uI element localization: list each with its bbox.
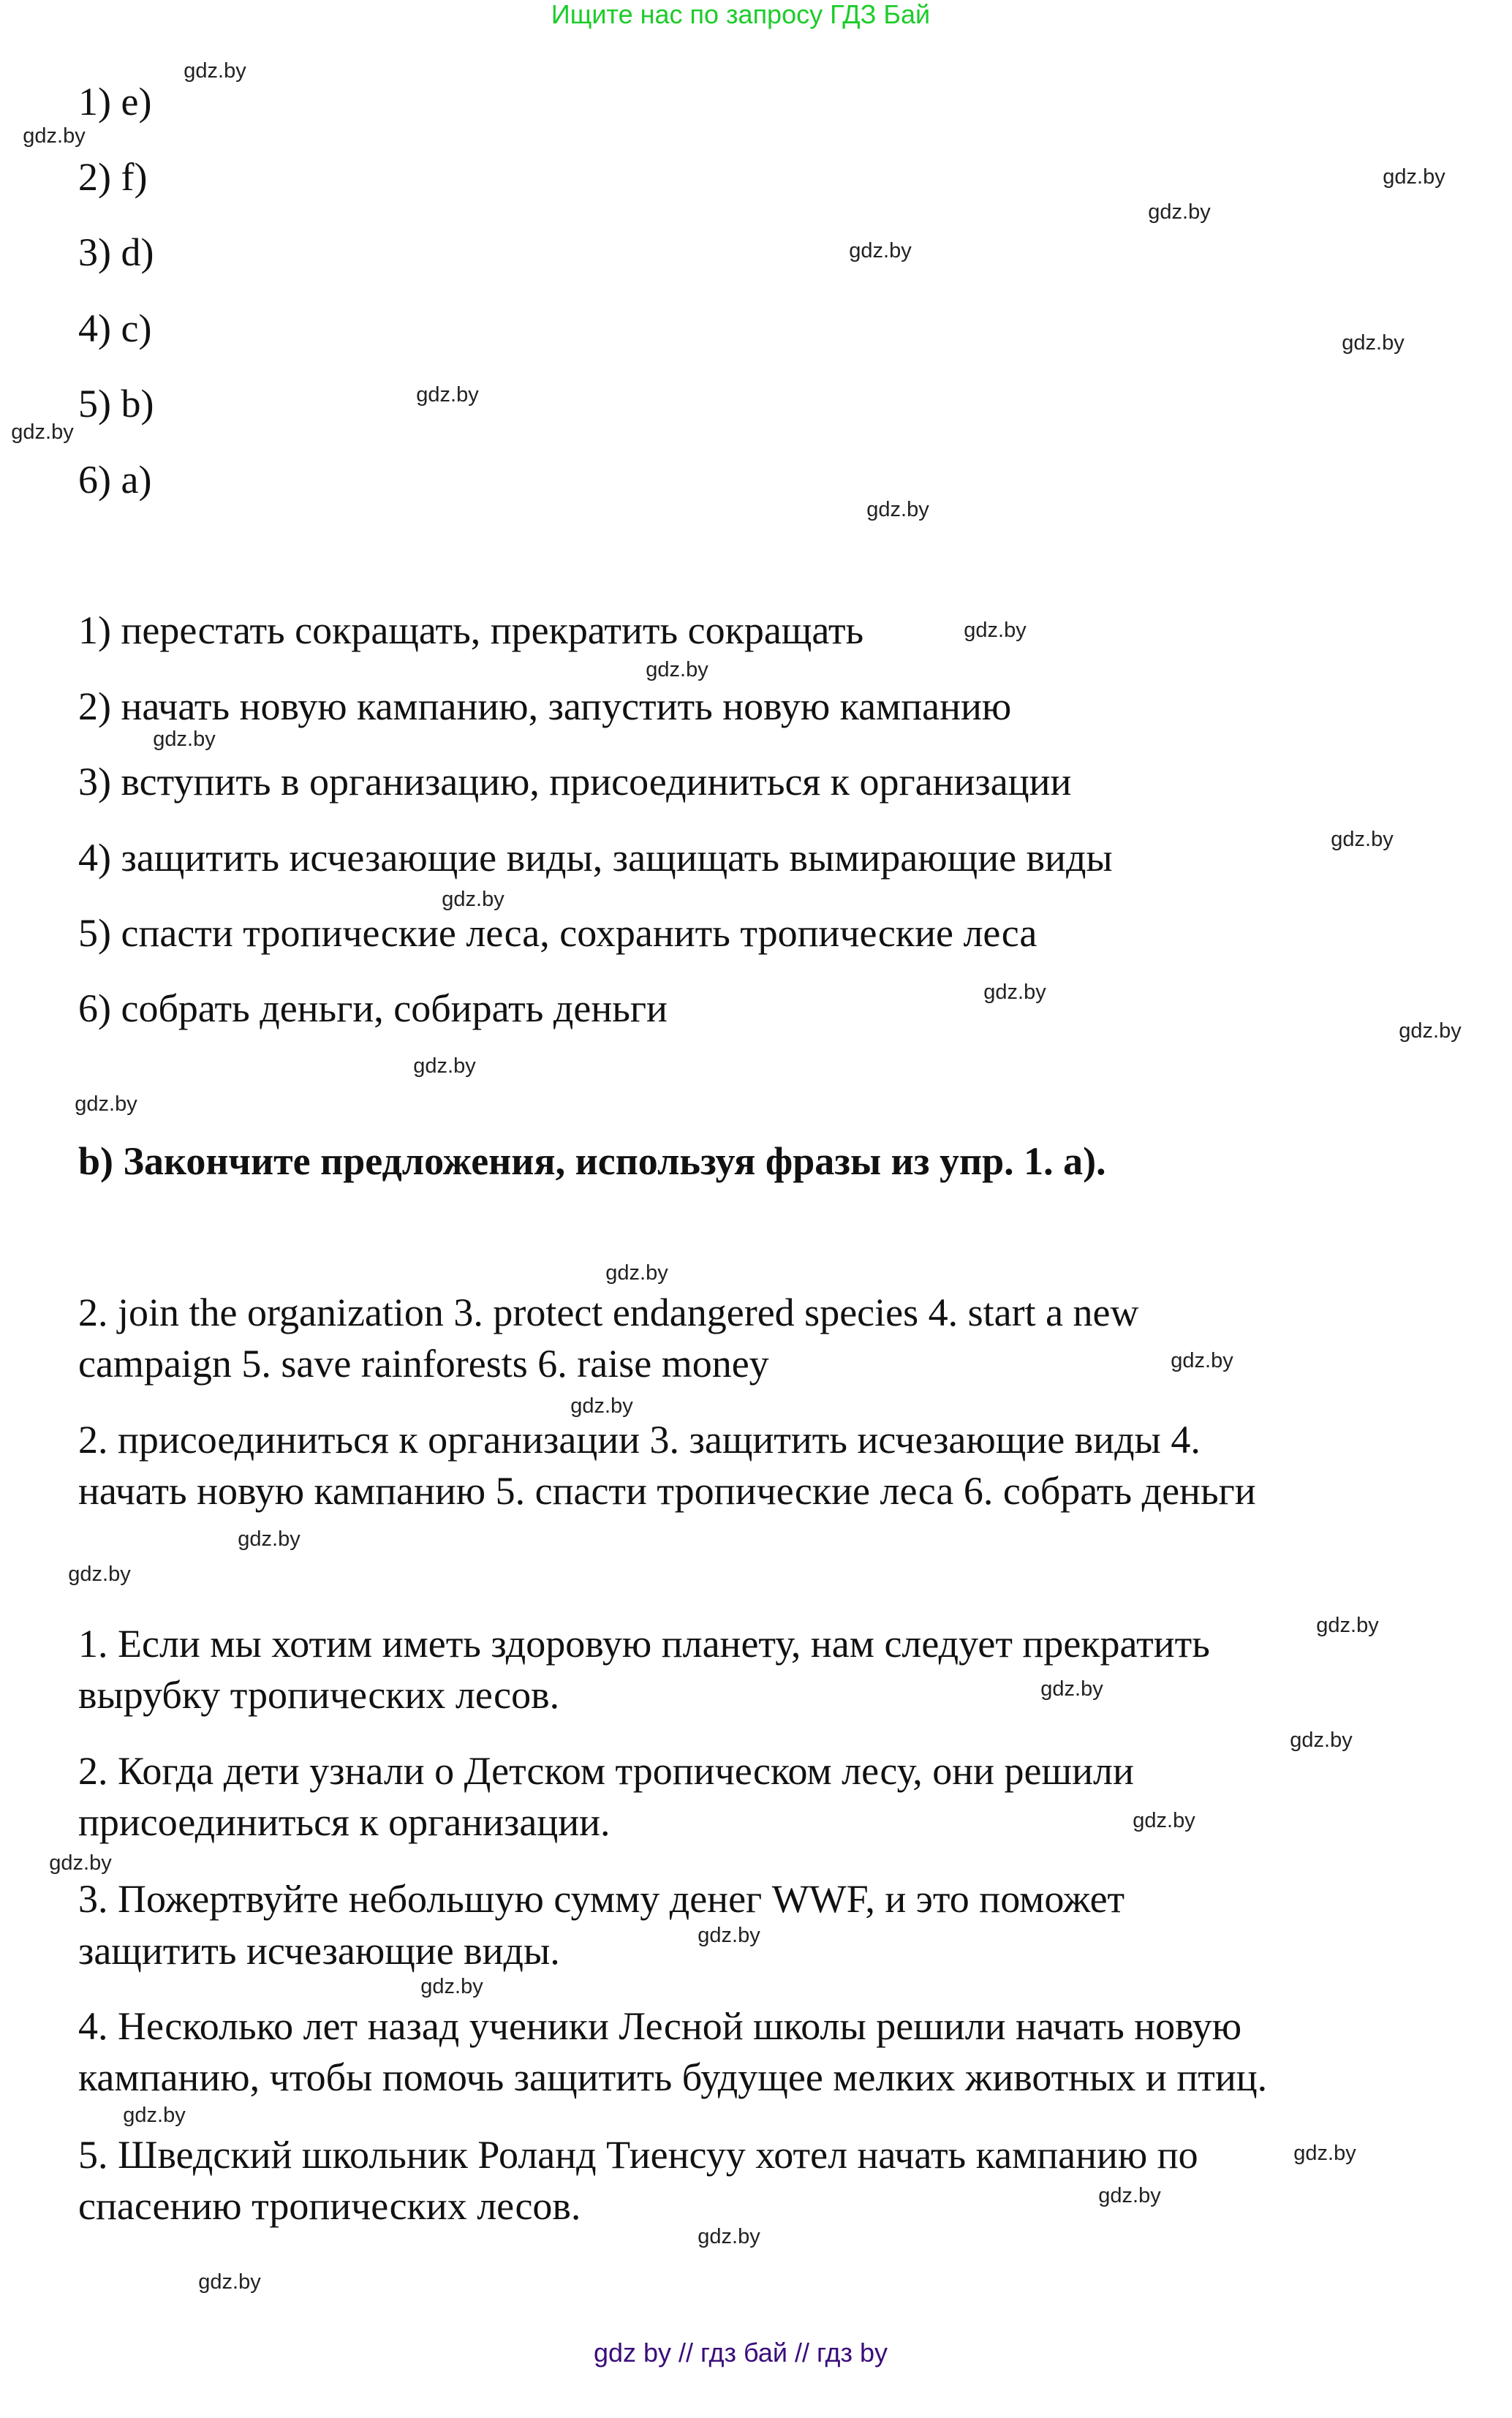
watermark: gdz.by [1098, 2184, 1161, 2207]
watermark: gdz.by [153, 728, 216, 751]
watermark: gdz.by [1290, 1729, 1353, 1752]
search-banner: Ищите нас по запросу ГДЗ Бай [551, 0, 931, 29]
task-heading: b) Закончите предложения, используя фразы из упр. 1. а). [78, 1139, 1106, 1183]
translation-item: 3) вступить в организацию, присоединиться к организации [78, 760, 1072, 804]
answer-english-line: 2. join the organization 3. protect endangered species 4. start a new [78, 1291, 1139, 1334]
watermark: gdz.by [866, 498, 929, 521]
matching-answer: 4) c) [78, 306, 152, 350]
watermark: gdz.by [123, 2104, 186, 2127]
matching-answer: 5) b) [78, 382, 154, 426]
watermark: gdz.by [416, 383, 479, 407]
watermark: gdz.by [849, 239, 912, 262]
sentence-line: кампанию, чтобы помочь защитить будущее мелких животных и птиц. [78, 2055, 1268, 2099]
watermark: gdz.by [68, 1563, 131, 1586]
watermark: gdz.by [1040, 1677, 1103, 1701]
answer-russian-line: 2. присоединиться к организации 3. защитить исчезающие виды 4. [78, 1418, 1201, 1462]
sentence-line: 5. Шведский школьник Роланд Тиенсуу хотел начать кампанию по [78, 2133, 1198, 2177]
watermark: gdz.by [1148, 200, 1211, 224]
watermark: gdz.by [1171, 1349, 1233, 1372]
watermark: gdz.by [442, 888, 504, 911]
watermark: gdz.by [1342, 331, 1405, 355]
sentence-line: 1. Если мы хотим иметь здоровую планету, нам следует прекратить [78, 1622, 1210, 1666]
watermark: gdz.by [184, 59, 246, 83]
matching-answer: 1) e) [78, 80, 152, 124]
watermark: gdz.by [75, 1092, 137, 1116]
watermark: gdz.by [23, 124, 86, 148]
watermark: gdz.by [49, 1851, 112, 1875]
watermark: gdz.by [238, 1527, 300, 1551]
sentence-line: 3. Пожертвуйте небольшую сумму денег WWF, и это поможет [78, 1877, 1125, 1921]
watermark: gdz.by [1331, 828, 1394, 851]
sentence-line: вырубку тропических лесов. [78, 1673, 560, 1717]
watermark: gdz.by [698, 2225, 760, 2248]
matching-answer: 3) d) [78, 230, 154, 274]
answer-russian-line: начать новую кампанию 5. спасти тропические леса 6. собрать деньги [78, 1469, 1256, 1513]
translation-item: 6) собрать деньги, собирать деньги [78, 986, 668, 1030]
watermark: gdz.by [1383, 165, 1445, 189]
translation-item: 2) начать новую кампанию, запустить новую кампанию [78, 684, 1012, 728]
footer-links[interactable]: gdz by // гдз бай // гдз by [593, 2338, 888, 2368]
translation-item: 4) защитить исчезающие виды, защищать вымирающие виды [78, 836, 1113, 880]
watermark: gdz.by [964, 619, 1027, 642]
matching-answer: 2) f) [78, 155, 148, 199]
answer-english-line: campaign 5. save rainforests 6. raise money [78, 1342, 769, 1386]
watermark: gdz.by [605, 1261, 668, 1285]
watermark: gdz.by [1316, 1614, 1379, 1637]
watermark: gdz.by [11, 420, 74, 444]
watermark: gdz.by [198, 2270, 261, 2294]
sentence-line: спасению тропических лесов. [78, 2184, 581, 2228]
watermark: gdz.by [1133, 1809, 1195, 1832]
watermark: gdz.by [570, 1394, 633, 1418]
watermark: gdz.by [420, 1975, 483, 1998]
watermark: gdz.by [983, 981, 1046, 1004]
watermark: gdz.by [646, 658, 708, 681]
sentence-line: 2. Когда дети узнали о Детском тропическом лесу, они решили [78, 1749, 1134, 1793]
sentence-line: защитить исчезающие виды. [78, 1929, 560, 1973]
matching-answer: 6) a) [78, 458, 152, 502]
watermark: gdz.by [1399, 1019, 1462, 1043]
sentence-line: присоединиться к организации. [78, 1800, 611, 1844]
translation-item: 1) перестать сокращать, прекратить сокращать [78, 608, 864, 652]
watermark: gdz.by [413, 1054, 476, 1078]
translation-item: 5) спасти тропические леса, сохранить тропические леса [78, 911, 1037, 955]
sentence-line: 4. Несколько лет назад ученики Лесной школы решили начать новую [78, 2004, 1242, 2048]
watermark: gdz.by [1293, 2142, 1356, 2165]
watermark: gdz.by [698, 1924, 760, 1947]
